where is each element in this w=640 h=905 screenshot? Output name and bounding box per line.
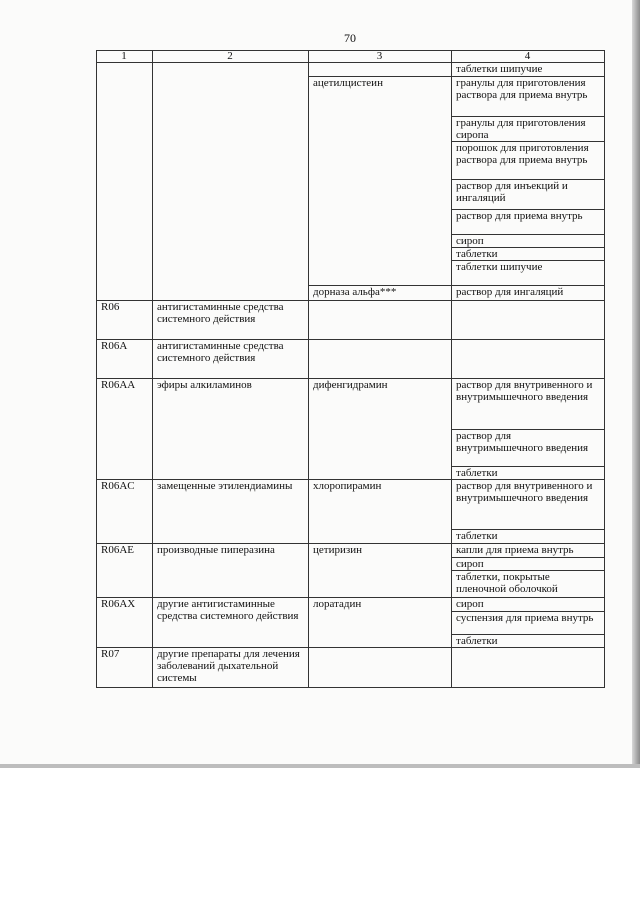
dosage-form-cell: гранулы для приготовления раствора для приема внутрь xyxy=(456,77,588,102)
column-header: 4 xyxy=(524,50,531,62)
dosage-form-cell: таблетки шипучие xyxy=(456,261,543,273)
dosage-form-cell: гранулы для приготовления сиропа xyxy=(456,117,586,142)
atc-code-cell xyxy=(96,286,152,300)
dosage-form-cell: таблетки xyxy=(456,248,498,260)
group-name-cell: другие антигистаминные средства системного действия xyxy=(157,598,299,623)
group-name-cell: другие препараты для лечения заболеваний дыхательной системы xyxy=(157,648,300,685)
group-name-cell xyxy=(152,63,308,76)
dosage-form-cell: раствор для внутривенного и внутримышечного введения xyxy=(456,480,593,505)
column-header: 3 xyxy=(376,50,383,62)
substance-cell xyxy=(308,301,451,339)
dosage-form-cell: раствор для инъекций и ингаляций xyxy=(456,180,568,205)
dosage-form-cell: раствор для внутривенного и внутримышечного введения xyxy=(456,379,593,404)
atc-code-cell: R06AX xyxy=(101,598,136,610)
column-header: 2 xyxy=(227,50,233,62)
atc-code-cell: R06 xyxy=(101,301,120,313)
dosage-form-cell: таблетки шипучие xyxy=(456,63,543,75)
dosage-form-cell: сироп xyxy=(456,558,484,570)
group-name-cell: антигистаминные средства системного действия xyxy=(157,301,284,326)
substance-cell: дифенгидрамин xyxy=(313,379,388,391)
substance-cell: хлоропирамин xyxy=(313,480,382,492)
group-name-cell: производные пиперазина xyxy=(157,544,275,556)
table-horizontal-rule xyxy=(96,687,605,688)
group-name-cell: антигистаминные средства системного действия xyxy=(157,340,284,365)
dosage-form-cell: сироп xyxy=(456,598,484,610)
substance-cell: цетиризин xyxy=(313,544,362,556)
page-number: 70 xyxy=(344,31,356,45)
dosage-form-cell: таблетки xyxy=(456,467,498,479)
dosage-form-cell: порошок для приготовления раствора для приема внутрь xyxy=(456,142,589,167)
scan-edge-shadow xyxy=(632,0,640,768)
dosage-form-cell: раствор для приема внутрь xyxy=(456,210,583,222)
column-header: 1 xyxy=(121,50,127,62)
dosage-form-cell: сироп xyxy=(456,235,484,247)
group-name-cell xyxy=(152,286,308,300)
atc-code-cell: R06AE xyxy=(101,544,134,556)
substance-cell: дорназа альфа*** xyxy=(313,286,397,298)
group-name-cell xyxy=(152,77,308,285)
atc-code-cell xyxy=(96,63,152,76)
table-vertical-rule xyxy=(604,50,605,688)
atc-code-cell: R06AA xyxy=(101,379,136,391)
atc-code-cell: R07 xyxy=(101,648,120,660)
substance-cell: ацетилцистеин xyxy=(313,77,383,89)
group-name-cell: эфиры алкиламинов xyxy=(157,379,252,391)
dosage-form-cell: раствор для внутримышечного введения xyxy=(456,430,589,455)
atc-code-cell xyxy=(96,77,152,285)
scan-bottom-edge xyxy=(0,764,640,768)
substance-cell xyxy=(308,648,451,687)
dosage-form-cell: суспензия для приема внутрь xyxy=(456,612,594,624)
dosage-form-cell: таблетки xyxy=(456,530,498,542)
dosage-form-cell: таблетки, покрытые пленочной оболочкой xyxy=(456,571,558,596)
group-name-cell: замещенные этилендиамины xyxy=(157,480,293,492)
atc-code-cell: R06AC xyxy=(101,480,135,492)
substance-cell xyxy=(308,340,451,378)
substance-cell: лоратадин xyxy=(313,598,362,610)
atc-code-cell: R06A xyxy=(101,340,128,352)
dosage-form-cell: таблетки xyxy=(456,635,498,647)
dosage-form-cell: капли для приема внутрь xyxy=(456,544,574,556)
substance-cell xyxy=(308,63,451,76)
dosage-form-cell: раствор для ингаляций xyxy=(456,286,564,298)
